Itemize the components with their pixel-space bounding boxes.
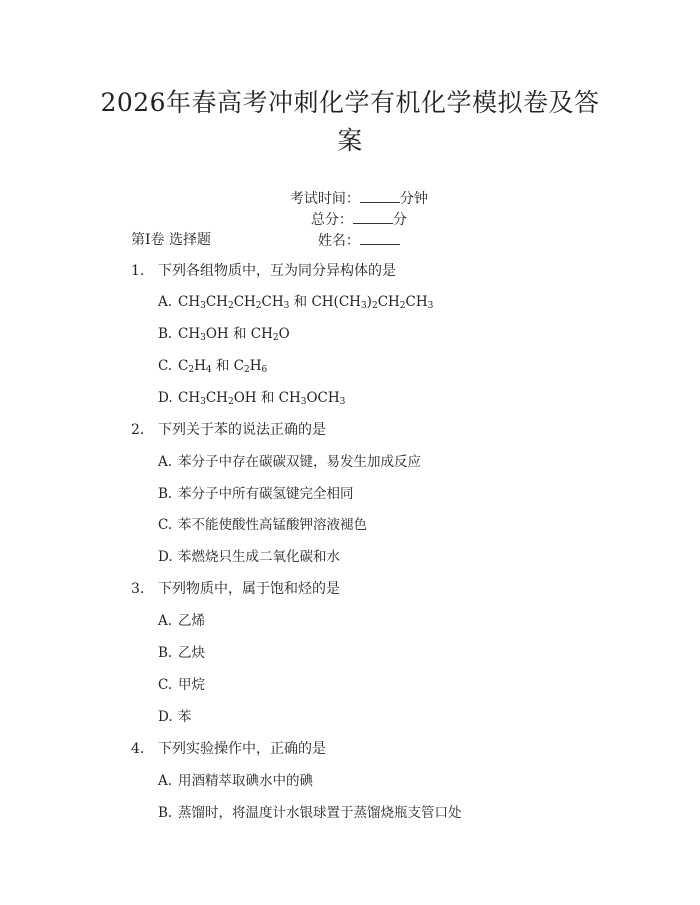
formula-subscript: 6 — [261, 365, 268, 375]
option-letter: B. — [158, 486, 173, 502]
question-2-option-c[interactable] — [158, 515, 367, 535]
question-4 — [131, 739, 326, 759]
formula-subscript: 3 — [200, 397, 206, 407]
option-text: 苯 — [178, 709, 192, 725]
formula-subscript: 4 — [205, 365, 212, 375]
question-number: 2. — [131, 422, 145, 438]
option-letter: B. — [158, 645, 173, 661]
formula-text: O — [278, 326, 290, 342]
student-name-field — [318, 233, 400, 249]
question-2-option-a[interactable] — [158, 452, 421, 472]
formula-subscript: 3 — [200, 301, 206, 311]
option-letter: A. — [158, 773, 173, 789]
total-score-field — [311, 212, 407, 228]
formula-text: CH — [178, 294, 201, 310]
question-stem: 下列各组物质中，互为同分异构体的是 — [158, 263, 396, 279]
formula-subscript: 2 — [371, 301, 378, 311]
option-formula — [178, 358, 267, 374]
option-letter: B. — [158, 805, 173, 821]
option-letter: C. — [158, 358, 173, 374]
formula-subscript: 2 — [272, 333, 279, 343]
option-text: 乙烯 — [178, 613, 205, 629]
question-number: 1. — [131, 263, 145, 279]
question-1-option-d[interactable] — [158, 388, 345, 408]
question-4-option-b[interactable] — [158, 803, 462, 823]
question-1-option-b[interactable] — [158, 324, 290, 344]
formula-text: 和 C — [211, 358, 245, 374]
formula-subscript: 3 — [300, 397, 307, 407]
formula-text: CH — [178, 390, 201, 406]
option-formula — [178, 390, 345, 406]
exam-info-line — [0, 168, 700, 271]
question-3-option-a[interactable] — [158, 611, 205, 631]
student-name-label: 姓名： — [317, 233, 360, 249]
option-letter: A. — [158, 294, 173, 310]
exam-time-label: 考试时间： — [289, 191, 360, 207]
option-text: 苯不能使酸性高锰酸钾溶液褪色 — [178, 517, 367, 533]
option-text: 甲烷 — [178, 677, 205, 693]
formula-subscript: 3 — [427, 301, 434, 311]
formula-subscript: 2 — [188, 365, 195, 375]
option-letter: A. — [158, 613, 173, 629]
formula-text: CH — [261, 294, 284, 310]
formula-subscript: 3 — [200, 333, 206, 343]
question-1-option-a[interactable] — [158, 292, 433, 312]
exam-time-field — [290, 191, 428, 207]
formula-text: CH — [405, 294, 428, 310]
question-stem: 下列实验操作中，正确的是 — [158, 741, 326, 757]
formula-text: H — [194, 358, 206, 374]
question-1 — [131, 261, 396, 281]
formula-subscript: 2 — [399, 301, 406, 311]
formula-subscript: 2 — [244, 365, 250, 375]
exam-time-unit: 分钟 — [399, 191, 428, 207]
question-3-option-d[interactable] — [158, 707, 192, 727]
question-stem: 下列物质中，属于饱和烃的是 — [158, 581, 340, 597]
exam-title: 2026年春高考冲刺化学有机化学模拟卷及答案 — [100, 88, 600, 155]
formula-subscript: 2 — [227, 397, 234, 407]
formula-subscript: 3 — [339, 397, 346, 407]
option-letter: D. — [158, 390, 173, 406]
formula-text: OH 和 CH — [233, 390, 301, 406]
formula-text: OCH — [306, 390, 340, 406]
option-letter: D. — [158, 709, 173, 725]
question-2-option-d[interactable] — [158, 547, 340, 567]
formula-text: C — [178, 358, 189, 374]
option-letter: C. — [158, 517, 173, 533]
option-letter: D. — [158, 549, 173, 565]
option-text: 用酒精萃取碘水中的碘 — [178, 773, 313, 789]
section-title: 第Ⅰ卷 选择题 — [131, 232, 211, 248]
question-3 — [131, 579, 340, 599]
question-1-option-c[interactable] — [158, 356, 267, 376]
formula-text: CH — [377, 294, 400, 310]
formula-subscript: 2 — [255, 301, 262, 311]
option-formula — [178, 326, 290, 342]
formula-text: ) — [366, 294, 372, 310]
option-letter: C. — [158, 677, 173, 693]
question-4-option-a[interactable] — [158, 771, 313, 791]
formula-subscript: 2 — [227, 301, 234, 311]
option-text: 乙炔 — [178, 645, 205, 661]
option-formula — [178, 294, 433, 310]
option-letter: A. — [158, 454, 173, 470]
option-letter: B. — [158, 326, 173, 342]
question-2-option-b[interactable] — [158, 484, 354, 504]
option-text: 苯分子中所有碳氢键完全相同 — [178, 486, 354, 502]
total-score-blank[interactable] — [353, 209, 393, 224]
formula-text: CH — [205, 294, 228, 310]
formula-text: 和 CH(CH — [289, 294, 361, 310]
option-text: 蒸馏时，将温度计水银球置于蒸馏烧瓶支管口处 — [178, 805, 462, 821]
total-score-unit: 分 — [392, 212, 407, 228]
formula-text: H — [249, 358, 262, 374]
formula-text: CH — [233, 294, 256, 310]
exam-time-blank[interactable] — [360, 188, 400, 203]
student-name-blank[interactable] — [360, 230, 400, 245]
option-text: 苯分子中存在碳碳双键，易发生加成反应 — [178, 454, 421, 470]
question-3-option-c[interactable] — [158, 675, 205, 695]
option-text: 苯燃烧只生成二氧化碳和水 — [178, 549, 340, 565]
question-2 — [131, 420, 326, 440]
formula-text: OH 和 CH — [205, 326, 273, 342]
formula-text: CH — [205, 390, 228, 406]
total-score-label: 总分： — [310, 212, 353, 228]
question-3-option-b[interactable] — [158, 643, 205, 663]
question-stem: 下列关于苯的说法正确的是 — [158, 422, 326, 438]
question-number: 3. — [131, 581, 145, 597]
formula-text: CH — [178, 326, 201, 342]
formula-subscript: 3 — [360, 301, 367, 311]
question-number: 4. — [131, 741, 145, 757]
formula-subscript: 3 — [283, 301, 290, 311]
